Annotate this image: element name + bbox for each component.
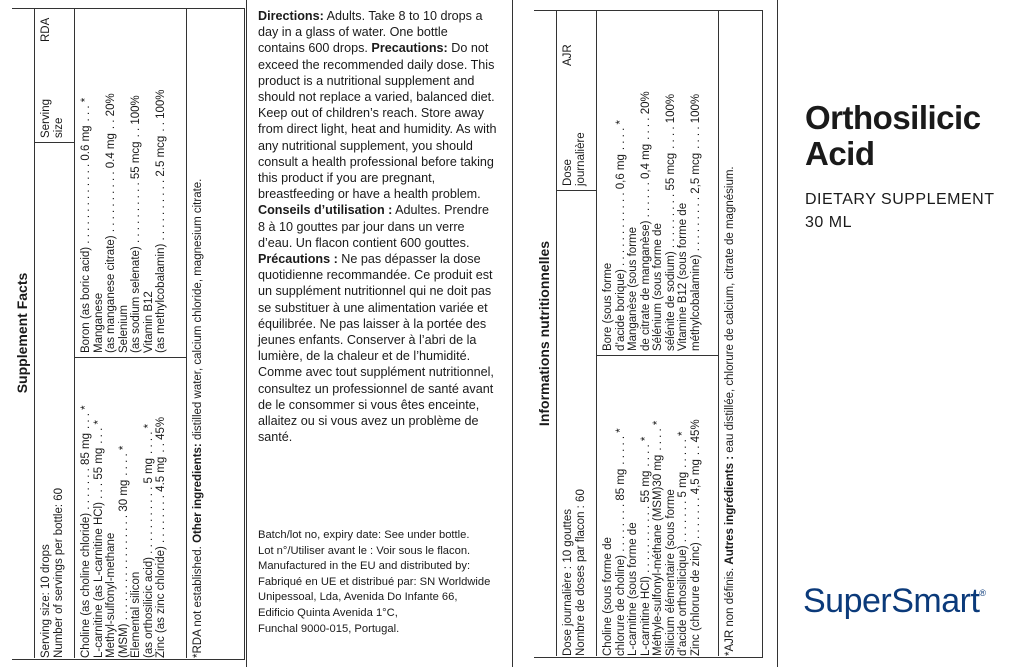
directions-label: Directions: <box>258 9 324 23</box>
nutrient-name: Bore (sous forme <box>602 262 614 351</box>
nutrient-name: L-carnitine (as L-carnitine HCl) <box>92 502 105 658</box>
doses-per-bottle: Nombre de doses par flacon : 60 <box>574 489 587 656</box>
nutrient-name: Méthyle-sulfonyl-méthane (MSM) <box>652 486 664 656</box>
supplement-facts-panel <box>12 8 226 658</box>
nutrient-name: d’acide borique) <box>614 269 627 351</box>
nutrient-name: (MSM) <box>117 623 130 658</box>
nutrient-row <box>118 358 131 658</box>
nutrient-name: méthylcobalamine) <box>689 254 702 351</box>
nutrient-name: Selenium <box>117 305 130 353</box>
nutrient-percent: . . . . * <box>142 423 155 454</box>
nutrient-amount: 55 mg <box>639 470 652 503</box>
leader-dots: . . . . . . . . . . <box>130 179 142 247</box>
nutrient-percent: . . . . * <box>614 120 627 151</box>
dose-info <box>562 196 587 656</box>
conseils-label: Conseils d’utilisation : <box>258 203 393 218</box>
nutrient-percent: . . . . 100% <box>664 93 677 149</box>
nutrient-amount: 5 mg <box>677 471 689 498</box>
nutrient-name: Manganese <box>92 292 105 353</box>
nutrient-percent: . . . . * <box>652 420 664 451</box>
nutrient-row <box>615 356 628 656</box>
nutrient-percent: . . . . . * <box>614 428 627 465</box>
leader-dots: . . . . . . . . . . . . . . . . . <box>117 511 130 624</box>
nutrient-amount: 0,6 mg <box>614 154 627 190</box>
header-rda: RDA <box>40 17 52 42</box>
leader-dots: . . . . . . . . <box>155 491 167 547</box>
nutrient-name: Zinc (chlorure de zinc) <box>689 542 702 656</box>
nutrient-name: Zinc (as zinc chloride) <box>155 546 167 658</box>
directions-block <box>258 8 498 445</box>
nutrient-name: Elemental silicon <box>130 571 142 658</box>
nutrient-row <box>615 11 628 351</box>
nutrient-amount: 4.5 mg <box>155 456 167 492</box>
nutrient-row <box>155 13 168 353</box>
nutrient-name: L-carnitine HCl) <box>639 576 652 656</box>
nutrient-row <box>652 11 665 351</box>
supplement-facts-title: Supplement Facts <box>14 272 30 394</box>
nutrient-row <box>602 356 615 656</box>
nutrient-name: Choline (as choline chloride) <box>80 512 92 658</box>
product-name <box>805 100 981 172</box>
product-name-line: Acid <box>805 135 875 172</box>
rda-note: *RDA not established. <box>192 542 204 658</box>
batch-line: Fabriqué en UE et distribué par: SN Worldwide <box>258 575 491 588</box>
nutrient-percent: . . 100% <box>130 95 142 138</box>
nutrient-name: Boron (as boric acid) <box>80 246 92 353</box>
nutrient-row <box>155 358 168 658</box>
nutrient-amount: 30 mg <box>652 454 664 487</box>
brand-name: SuperSmart <box>803 582 980 620</box>
nutrient-row <box>640 356 653 656</box>
conseils-text: Adultes. Prendre 8 à 10 gouttes par jour dans un verre d’eau. Un flacon contient 600 gouttes. <box>258 203 489 250</box>
nutrient-amount: 85 mg <box>80 432 92 465</box>
nutrient-list-right <box>80 13 168 353</box>
nutrient-row <box>677 11 690 351</box>
directions-text: Adults. Take 8 to 10 drops a day in a glass of water. One bottle contains 600 drops. <box>258 9 483 56</box>
nutrient-row <box>677 356 690 656</box>
daily-dose: Dose journalière : 10 gouttes <box>562 508 574 656</box>
informations-footnote <box>724 11 737 656</box>
nutrient-percent: . . 45% <box>689 419 702 456</box>
nutrient-percent: . . . * <box>92 420 105 444</box>
ajr-note: *AJR non définis. <box>724 564 736 656</box>
nutrient-list-right-fr <box>602 11 702 351</box>
nutrient-row <box>105 358 118 658</box>
precautions-label: Precautions: <box>371 41 448 56</box>
precautions-fr-text: Ne pas dépasser la dose quotidienne recommandée. Ce produit est un supplément nutritionnel qui ne doit pas se substituer à une alimentation variée et équilibrée. Ne pas laisser à la portée des jeunes enfants. Conserver à l’abri de la lumière, de la chaleur et de l’humidité. Comme avec tout supplément nutritionnel, consultez un professionnel de santé avant de le consommer si vous êtes enceinte, allaitez ou si vous avez un problème de santé. <box>258 252 494 445</box>
registered-mark: ® <box>979 588 986 598</box>
batch-line: Lot n°/Utiliser avant le : Voir sous le flacon. <box>258 544 471 557</box>
header-dose: Dose journalière <box>562 132 587 186</box>
nutrient-name: (as manganese citrate) <box>105 235 117 353</box>
nutrient-list-left-fr <box>602 356 702 656</box>
nutrient-row <box>118 13 131 353</box>
nutrient-percent: . . . . 100% <box>689 93 702 149</box>
precautions-text: Do not exceed the recommended daily dose. This product is a nutritional supplement and should not replace a varied, balanced diet. Keep out of children’s reach. Store away from direct light, heat and humidity. As with any nutritional supplement, you should consult a health professional before taking this product if you are pregnant, breastfeeding or have a health problem. <box>258 41 497 202</box>
nutrient-amount: 2.5 mcg <box>155 135 167 177</box>
nutrient-amount: 5 mg <box>142 457 155 484</box>
nutrient-amount: 30 mg <box>117 479 130 512</box>
leader-dots: . . . . . . . . . <box>689 193 702 255</box>
nutrient-row <box>80 358 93 658</box>
nutrient-row <box>130 358 143 658</box>
nutrient-amount: 55 mcg <box>664 152 677 191</box>
precautions-fr-label: Précautions : <box>258 252 338 267</box>
nutrient-name: d’acide orthosilicique) <box>677 545 689 656</box>
nutrient-percent: . . 45% <box>155 416 167 453</box>
leader-dots: . . . . . . . <box>689 494 702 543</box>
nutrient-name: Choline (sous forme de <box>602 537 614 656</box>
product-type-line: DIETARY SUPPLEMENT <box>805 191 995 208</box>
nutrient-row <box>665 11 678 351</box>
nutrient-row <box>80 13 93 353</box>
product-name-line: Orthosilicic <box>805 99 981 136</box>
batch-line: Funchal 9000-015, Portugal. <box>258 622 400 635</box>
leader-dots: . . . . . . . . . . <box>155 176 167 244</box>
nutrient-name: de citrate de manganèse) <box>639 220 652 351</box>
nutrient-percent: . . . . . * <box>677 431 689 468</box>
informations-title: Informations nutritionnelles <box>536 240 552 427</box>
nutrient-name: L-carnitine (sous forme de <box>627 522 639 656</box>
leader-dots: . . . . . . . . . . . <box>639 502 652 577</box>
nutrient-amount: 4,5 mg <box>689 459 702 495</box>
informations-panel <box>534 11 754 656</box>
panel-divider <box>246 0 247 667</box>
supplement-facts-footnote <box>192 8 205 658</box>
leader-dots: . . . . . . . . . . . . <box>614 189 627 270</box>
nutrient-amount: 0,4 mg <box>639 143 652 180</box>
nutrient-name: chlorure de choline) <box>614 554 627 656</box>
nutrient-amount: 85 mg <box>614 468 627 501</box>
batch-line: Manufactured in the EU and distributed by: <box>258 560 471 573</box>
batch-line: Batch/lot no, expiry date: See under bottle. <box>258 529 470 541</box>
leader-dots: . . . . . . . . . . <box>105 168 117 236</box>
nutrient-row <box>665 356 678 656</box>
nutrient-percent: . . 20% <box>105 93 117 130</box>
nutrient-name: (as sodium selenate) <box>130 246 142 353</box>
panel-divider <box>512 0 513 667</box>
nutrient-percent: . . . . 20% <box>639 91 652 140</box>
autres-ingredients-text: eau distillée, chlorure de calcium, citrate de magnésium. <box>724 166 736 456</box>
nutrient-name: Vitamine B12 (sous forme de <box>677 202 689 351</box>
nutrient-name: (as orthosilicic acid) <box>142 557 155 658</box>
nutrient-row <box>627 11 640 351</box>
nutrient-row <box>93 358 106 658</box>
servings-per-bottle: Number of servings per bottle: 60 <box>52 487 65 658</box>
nutrient-name: Sélénium (sous forme de <box>652 223 664 351</box>
nutrient-name: (as methylcobalamin) <box>155 243 167 353</box>
leader-dots: . . . . . . . <box>80 464 92 513</box>
nutrient-percent: . . 100% <box>155 89 167 132</box>
nutrient-percent: . . . * <box>80 405 92 429</box>
batch-line: Edificio Quinta Avenida 1°C, <box>258 606 398 619</box>
nutrient-row <box>130 13 143 353</box>
nutrient-amount: 55 mg <box>92 447 105 480</box>
nutrient-name: Manganèse (sous forme <box>627 226 639 351</box>
batch-line: Unipessoal, Lda, Avenida Do Infante 66, <box>258 591 458 604</box>
nutrient-row <box>602 11 615 351</box>
nutrient-amount: 0.4 mg <box>105 133 117 169</box>
nutrient-amount: 55 mcg <box>130 141 142 180</box>
product-type <box>805 188 995 234</box>
nutrient-row <box>105 13 118 353</box>
nutrient-name: sélénite de sodium) <box>664 251 677 351</box>
product-volume: 30 ML <box>805 214 852 231</box>
autres-ingredients-label: Autres ingrédients : <box>724 455 736 565</box>
nutrient-name: Methyl-sulfonyl-methane <box>105 532 117 658</box>
nutrient-amount: 2,5 mcg <box>689 152 702 194</box>
nutrient-row <box>143 358 156 658</box>
nutrient-percent: . . . . * <box>117 445 130 476</box>
leader-dots: . . . . . . . <box>677 497 689 546</box>
header-serving-size: Serving size <box>40 99 65 138</box>
other-ingredients-text: distilled water, calcium chloride, magnesium citrate. <box>192 178 204 444</box>
nutrient-name: Silicium élémentaire (sous forme <box>664 489 677 656</box>
leader-dots: . . . . . . . . . . . <box>142 483 155 558</box>
brand-logo <box>803 582 986 621</box>
leader-dots: . . . . . . . . . . . . . <box>80 160 92 247</box>
nutrient-percent: . . . * <box>80 97 92 122</box>
nutrient-list-left <box>80 358 168 658</box>
nutrient-row <box>690 356 703 656</box>
nutrient-name: Vitamin B12 <box>142 291 155 353</box>
nutrient-row <box>627 356 640 656</box>
header-ajr: AJR <box>562 44 574 66</box>
serving-size: Serving size: 10 drops <box>40 544 52 658</box>
leader-dots: . . . . . . . . . <box>664 190 677 252</box>
panel-divider <box>777 0 778 667</box>
other-ingredients-label: Other ingredients: <box>192 443 204 543</box>
leader-dots: . . . . . . <box>639 179 652 221</box>
nutrient-row <box>640 11 653 351</box>
nutrient-row <box>690 11 703 351</box>
nutrient-amount: 0.6 mg <box>80 125 92 161</box>
nutrient-row <box>93 13 106 353</box>
batch-manufacturer-block <box>258 528 503 637</box>
nutrient-percent: . . . . * <box>639 436 652 467</box>
nutrient-row <box>652 356 665 656</box>
leader-dots: . . . <box>92 479 105 503</box>
nutrient-row <box>143 13 156 353</box>
leader-dots: . . . . . . . . <box>614 500 627 555</box>
